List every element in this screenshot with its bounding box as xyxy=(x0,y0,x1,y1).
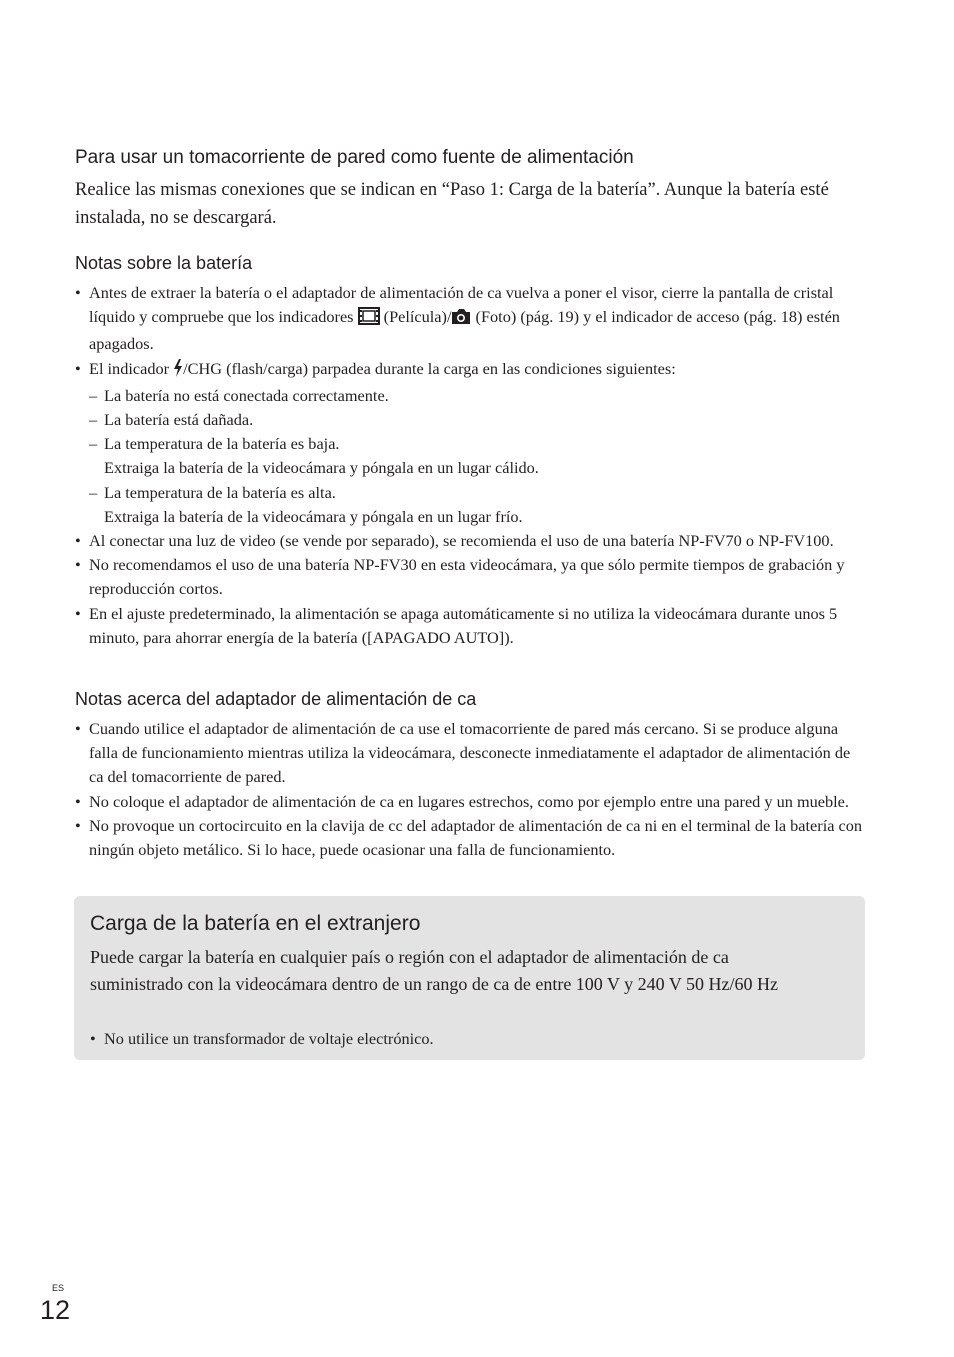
page-number: 12 xyxy=(40,1295,71,1325)
section-body-wall-outlet: Realice las mismas conexiones que se indican en “Paso 1: Carga de la batería”. Aunque la batería esté instalada, no se descargará. xyxy=(75,180,829,228)
list-item: • Al conectar una luz de video (se vende por separado), se recomienda el uso de una batería NP-FV70 o NP-FV100. xyxy=(75,529,865,553)
bullet: • xyxy=(75,791,81,811)
list-item: • No coloque el adaptador de alimentación de ca en lugares estrechos, como por ejemplo entre una pared y un mueble. xyxy=(75,790,865,814)
bullet: • xyxy=(75,283,81,302)
abroad-charging-box xyxy=(74,896,865,1060)
list-item: – La batería no está conectada correctamente. xyxy=(89,385,389,405)
list-item: • Antes de extraer la batería o el adaptador de alimentación de ca vuelva a poner el visor, cierre la pantalla de cristal líquido y compruebe que los indicadores (Película)/ (Foto) (pág. 19) y el indicador de acceso (pág. 18) estén apagados. xyxy=(75,283,840,354)
list-item: • En el ajuste predeterminado, la alimentación se apaga automáticamente si no utiliza la videocámara durante unos 5 minuto, para ahorrar energía de la batería ([APAGADO AUTO]). xyxy=(75,603,838,647)
bullet: • xyxy=(75,531,81,551)
subheading-adapter-notes: Notas acerca del adaptador de alimentación de ca xyxy=(75,689,477,709)
bullet: • xyxy=(75,603,81,623)
camera-icon xyxy=(451,308,471,332)
list-item: • No provoque un cortocircuito en la clavija de cc del adaptador de alimentación de ca ni en el terminal de la batería con ningún objeto metálico. Si lo hace, puede ocasionar una falla de funcionamiento. xyxy=(75,815,863,860)
list-item: • No recomendamos el uso de una batería NP-FV30 en esta videocámara, ya que sólo permite tiempos de grabación y reproducción cortos. xyxy=(75,555,845,599)
list-item: – La batería está dañada. xyxy=(89,410,254,430)
bullet: • xyxy=(75,358,81,378)
box-note: • No utilice un transformador de voltaje electrónico. xyxy=(90,1027,434,1051)
subheading-battery-notes: Notas sobre la batería xyxy=(75,253,253,273)
bullet: • xyxy=(90,1029,96,1048)
list-item: • El indicador /CHG (flash/carga) parpadea durante la carga en las condiciones siguientes: – La batería no está conectada correctamente. – La batería está dañada. – La temperatura de la batería es baja. Extraiga la batería de la videocámara y póngala en un lugar cálido. – La temperatura de la batería es alta. Extraiga la batería de la videocámara y póngala en un lugar frío. xyxy=(75,357,865,529)
bullet: • xyxy=(75,815,81,835)
charging-conditions-list xyxy=(89,384,865,529)
lightning-bolt-icon xyxy=(173,359,183,384)
language-code: ES xyxy=(52,1283,65,1293)
film-strip-icon xyxy=(358,307,380,332)
list-item: – La temperatura de la batería es alta. Extraiga la batería de la videocámara y póngala en un lugar frío. xyxy=(89,482,523,526)
list-item: • Cuando utilice el adaptador de alimentación de ca use el tomacorriente de pared más cercano. Si se produce alguna falla de funcionamiento mientras utiliza la videocámara, desconecte inmediatamente el adaptador de alimentación de ca del tomacorriente de pared. xyxy=(75,719,851,787)
box-title: Carga de la batería en el extranjero xyxy=(90,912,421,935)
bullet: • xyxy=(75,555,81,575)
adapter-notes-list xyxy=(75,717,865,862)
section-heading-wall-outlet: Para usar un tomacorriente de pared como fuente de alimentación xyxy=(75,147,634,168)
battery-notes-list xyxy=(75,281,865,650)
list-item: – La temperatura de la batería es baja. Extraiga la batería de la videocámara y póngala en un lugar cálido. xyxy=(89,434,539,478)
box-body: Puede cargar la batería en cualquier país o región con el adaptador de alimentación de ca suministrado con la videocámara dentro de un rango de ca de entre 100 V y 240 V 50 Hz/60 Hz xyxy=(90,947,778,994)
bullet: • xyxy=(75,719,81,738)
